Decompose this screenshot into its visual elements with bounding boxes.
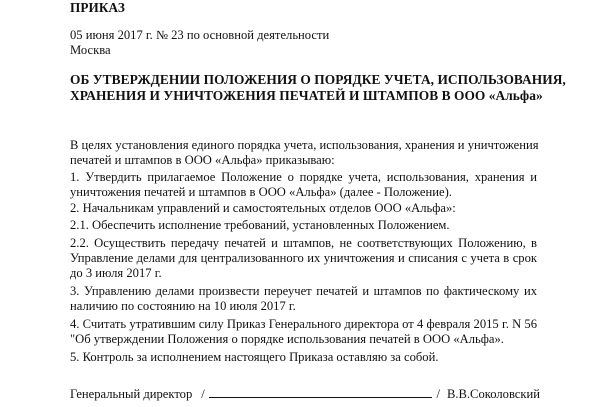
- document-heading-line-1: ОБ УТВЕРЖДЕНИИ ПОЛОЖЕНИЯ О ПОРЯДКЕ УЧЕТА, ИСПОЛЬЗОВАНИЯ,: [70, 72, 566, 87]
- body-line: 2.1. Обеспечить исполнение требований, установленных Положением.: [70, 218, 450, 232]
- signature-slash-right: /: [436, 387, 440, 401]
- body-line: печатей и штампов в ООО «Альфа» приказываю:: [70, 153, 335, 167]
- body-line: 2. Начальникам управлений и самостоятельных отделов ООО «Альфа»:: [70, 201, 456, 215]
- signature-slash-left: /: [201, 387, 205, 401]
- document-title: ПРИКАЗ: [70, 0, 125, 15]
- signature-blank-line: [209, 386, 433, 398]
- body-line: В целях установления единого порядка учета, использования, хранения и уничтожения: [70, 138, 539, 152]
- document-city: Москва: [70, 43, 111, 57]
- signature-position: Генеральный директор: [70, 387, 193, 401]
- body-line: наличию по состоянию на 10 июля 2017 г.: [70, 299, 296, 313]
- body-line: 4. Считать утратившим силу Приказ Генерального директора от 4 февраля 2015 г. N 56: [70, 317, 537, 331]
- body-line: Управление делами для централизованного их уничтожения и списания с учета в срок: [70, 251, 537, 265]
- body-line: до 3 июля 2017 г.: [70, 266, 162, 280]
- document-heading-line-2: ХРАНЕНИЯ И УНИЧТОЖЕНИЯ ПЕЧАТЕЙ И ШТАМПОВ В ООО «Альфа»: [70, 88, 543, 103]
- body-line: 2.2. Осуществить передачу печатей и штампов, не соответствующих Положению, в: [70, 236, 537, 250]
- body-line: "Об утверждении Положения о порядке использования печатей в ООО «Альфа».: [70, 332, 504, 346]
- document-date-line: 05 июня 2017 г. № 23 по основной деятельности: [70, 28, 330, 42]
- signature-name: В.В.Соколовский: [446, 387, 540, 401]
- body-line: 5. Контроль за исполнением настоящего Приказа оставляю за собой.: [70, 350, 439, 364]
- body-line: уничтожения печатей и штампов в ООО «Альфа» (далее - Положение).: [70, 185, 452, 199]
- body-line: 1. Утвердить прилагаемое Положение о порядке учета, использования, хранения и: [70, 170, 537, 184]
- body-line: 3. Управлению делами произвести переучет печатей и штампов по фактическому их: [70, 284, 537, 298]
- signature-block: [70, 386, 540, 402]
